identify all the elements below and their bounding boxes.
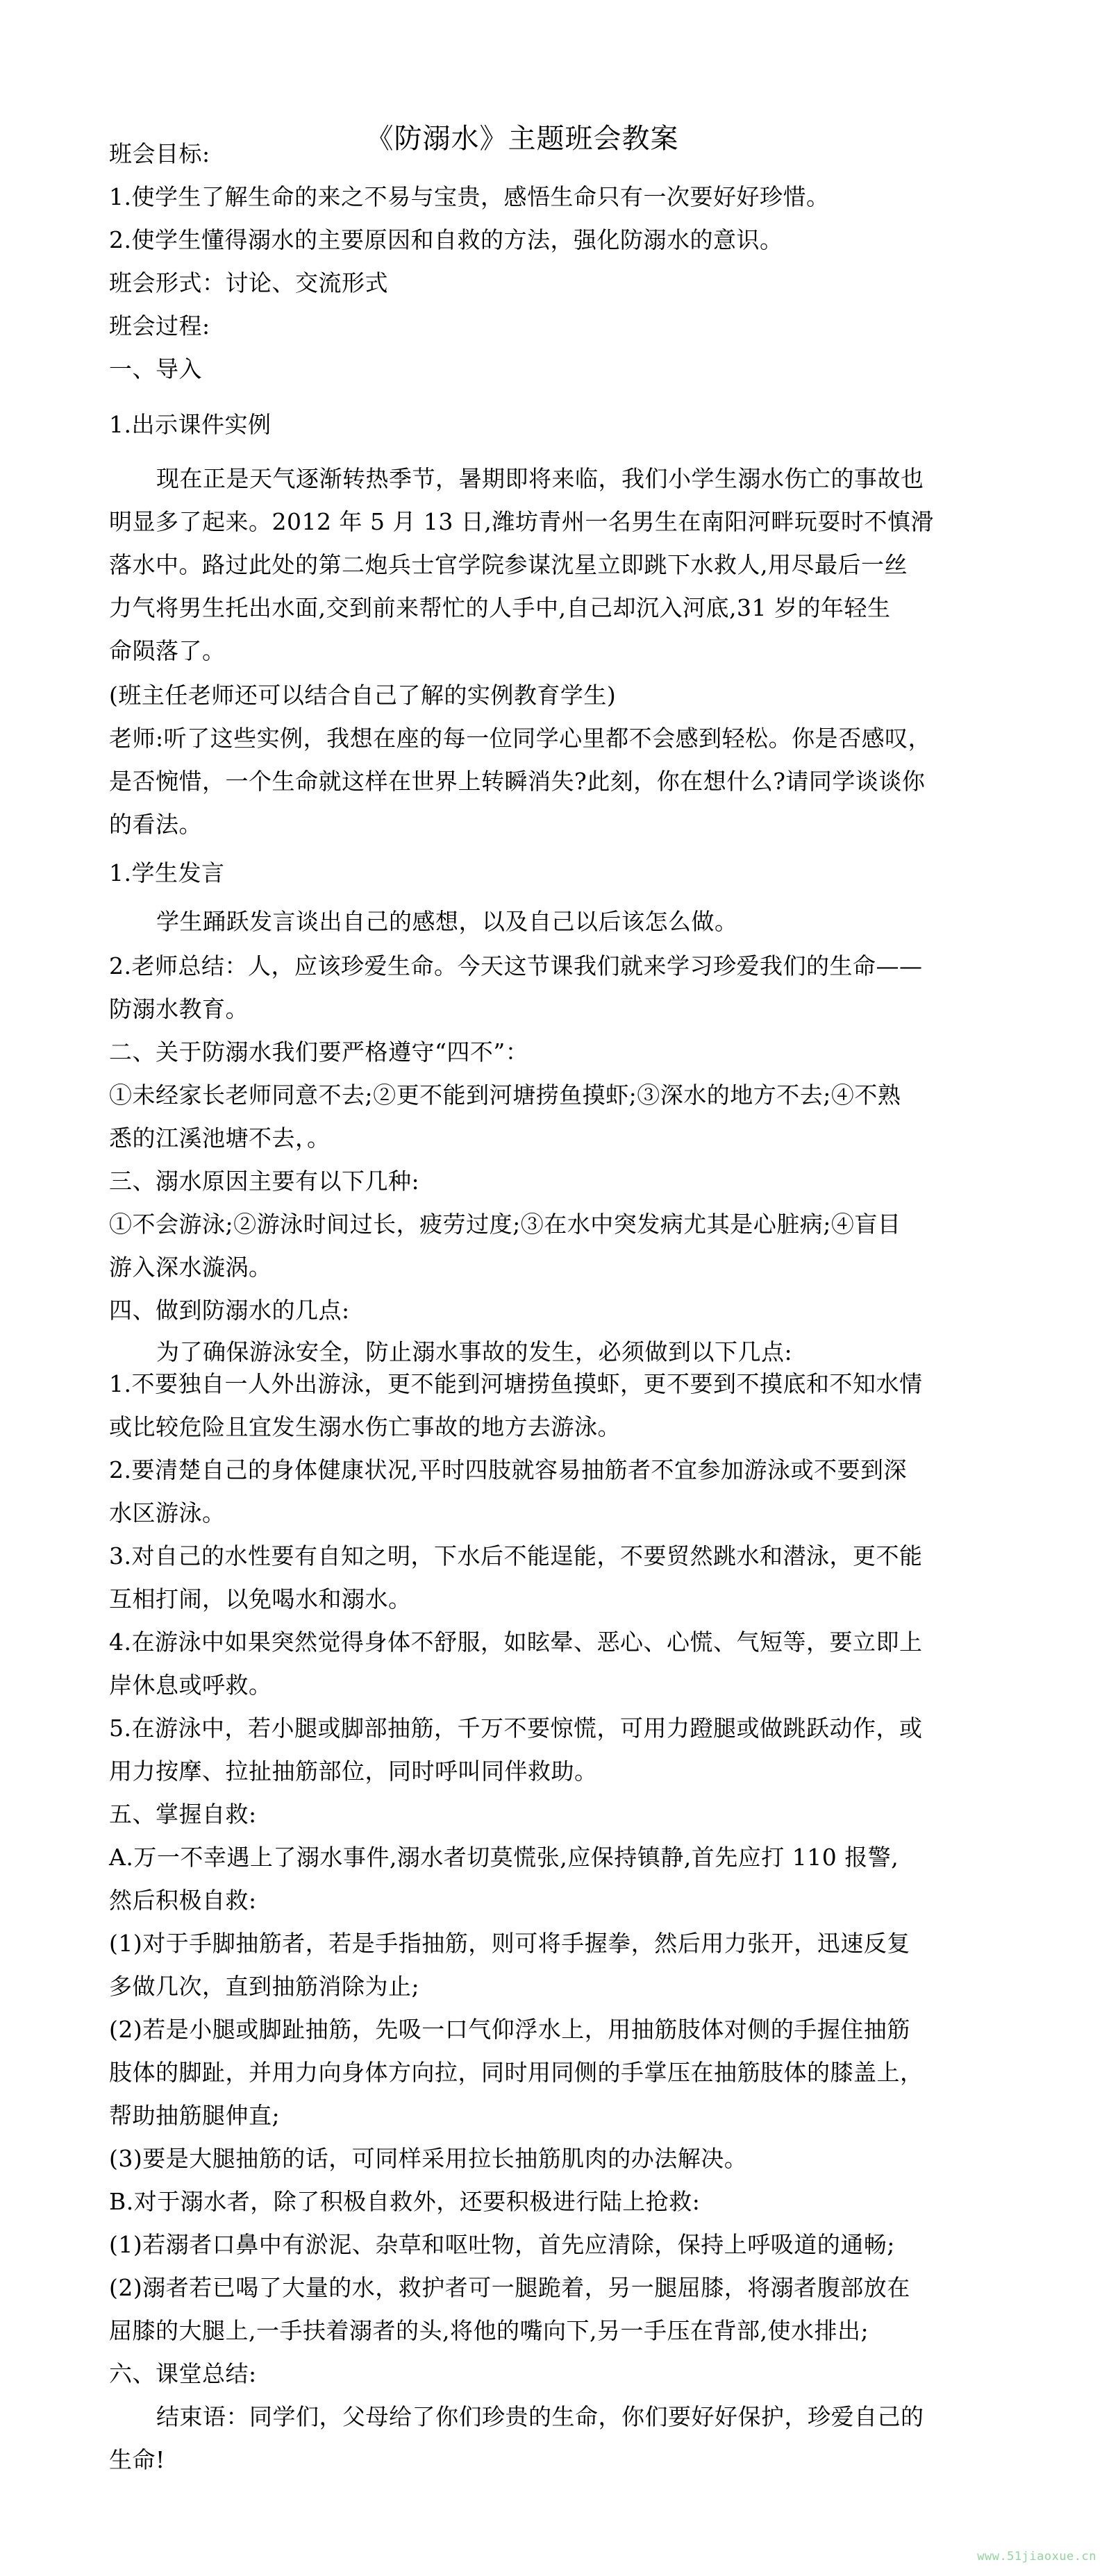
text-line: 二、关于防溺水我们要严格遵守“四不”：	[109, 1038, 529, 1066]
text-line: 三、溺水原因主要有以下几种:	[109, 1168, 420, 1195]
text-line: 或比较危险且宜发生溺水伤亡事故的地方去游泳。	[109, 1413, 621, 1440]
text-line: B.对于溺水者，除了积极自救外，还要积极进行陆上抢救:	[109, 2188, 701, 2215]
text-line: 1.使学生了解生命的来之不易与宝贵，感悟生命只有一次要好好珍惜。	[109, 183, 830, 210]
text-line: 2.要清楚自己的身体健康状况,平时四肢就容易抽筋者不宜参加游泳或不要到深	[109, 1456, 907, 1483]
watermark-text: www.51jiaoxue.cn	[977, 2550, 1096, 2564]
text-line: 然后积极自救:	[109, 1887, 257, 1914]
text-line: 明显多了起来。2012 年 5 月 13 日,潍坊青州一名男生在南阳河畔玩耍时不慎滑	[109, 508, 934, 535]
text-line: (1)若溺者口鼻中有淤泥、杂草和呕吐物，首先应清除，保持上呼吸道的通畅;	[109, 2231, 895, 2258]
text-line: 为了确保游泳安全，防止溺水事故的发生，必须做到以下几点:	[156, 1338, 793, 1365]
text-line: 屈膝的大腿上,一手扶着溺者的头,将他的嘴向下,另一手压在背部,使水排出;	[109, 2317, 869, 2344]
text-line: 是否惋惜，一个生命就这样在世界上转瞬消失?此刻，你在想什么?请同学谈谈你	[109, 768, 926, 795]
text-line: 1.不要独自一人外出游泳，更不能到河塘捞鱼摸虾，更不要到不摸底和不知水情	[109, 1370, 923, 1397]
text-line: 的看法。	[109, 811, 202, 838]
text-line: 4.在游泳中如果突然觉得身体不舒服，如眩晕、恶心、心慌、气短等，要立即上	[109, 1628, 923, 1656]
text-line: 游入深水漩涡。	[109, 1254, 272, 1281]
text-line: 班会过程:	[109, 312, 210, 339]
text-line: 老师:听了这些实例，我想在座的每一位同学心里都不会感到轻松。你是否感叹，	[109, 725, 932, 752]
text-line: 3.对自己的水性要有自知之明，下水后不能逞能，不要贸然跳水和潜泳，更不能	[109, 1542, 923, 1569]
text-line: 多做几次，直到抽筋消除为止;	[109, 1973, 420, 2000]
text-line: 一、导入	[109, 355, 202, 382]
text-line: ①未经家长老师同意不去;②更不能到河塘捞鱼摸虾;③深水的地方不去;④不熟	[109, 1081, 901, 1109]
text-line: 1.出示课件实例	[109, 411, 272, 438]
text-line: ①不会游泳;②游泳时间过长，疲劳过度;③在水中突发病尤其是心脏病;④盲目	[109, 1211, 901, 1238]
text-line: (1)对于手脚抽筋者，若是手指抽筋，则可将手握拳，然后用力张开，迅速反复	[109, 1930, 910, 1957]
text-line: 班会目标:	[109, 140, 210, 167]
text-line: 防溺水教育。	[109, 995, 249, 1022]
text-line: 帮助抽筋腿伸直;	[109, 2102, 281, 2129]
text-line: 岸休息或呼救。	[109, 1672, 272, 1699]
text-line: 5.在游泳中，若小腿或脚部抽筋，千万不要惊慌，可用力蹬腿或做跳跃动作，或	[109, 1715, 923, 1742]
text-line: 2.使学生懂得溺水的主要原因和自救的方法，强化防溺水的意识。	[109, 226, 783, 253]
text-line: 学生踊跃发言谈出自己的感想，以及自己以后该怎么做。	[156, 908, 738, 935]
text-line: 现在正是天气逐渐转热季节，暑期即将来临，我们小学生溺水伤亡的事故也	[156, 465, 924, 492]
text-line: (2)溺者若已喝了大量的水，救护者可一腿跪着，另一腿屈膝，将溺者腹部放在	[109, 2274, 910, 2301]
text-line: 悉的江溪池塘不去，。	[109, 1125, 331, 1152]
text-line: 水区游泳。	[109, 1499, 226, 1526]
text-line: 肢体的脚趾，并用力向身体方向拉，同时用同侧的手掌压在抽筋肢体的膝盖上，	[109, 2059, 924, 2086]
text-line: 结束语：同学们，父母给了你们珍贵的生命，你们要好好保护，珍爱自己的	[156, 2403, 924, 2430]
text-line: A.万一不幸遇上了溺水事件,溺水者切莫慌张,应保持镇静,首先应打 110 报警,	[109, 1844, 899, 1871]
text-line: 用力按摩、拉扯抽筋部位，同时呼叫同伴救助。	[109, 1758, 598, 1785]
text-line: 1.学生发言	[109, 859, 225, 886]
text-line: (3)要是大腿抽筋的话，可同样采用拉长抽筋肌肉的办法解决。	[109, 2145, 748, 2172]
text-line: 落水中。路过此处的第二炮兵士官学院参谋沈星立即跳下水救人,用尽最后一丝	[109, 551, 908, 578]
text-line: 互相打闹，以免喝水和溺水。	[109, 1585, 412, 1613]
text-line: (班主任老师还可以结合自己了解的实例教育学生)	[109, 682, 617, 709]
text-line: 五、掌握自救:	[109, 1801, 257, 1828]
text-line: 六、课堂总结:	[109, 2360, 257, 2387]
text-line: 班会形式：讨论、交流形式	[109, 269, 388, 296]
text-line: (2)若是小腿或脚趾抽筋，先吸一口气仰浮水上，用抽筋肢体对侧的手握住抽筋	[109, 2016, 910, 2043]
text-line: 命陨落了。	[109, 637, 226, 664]
text-line: 2.老师总结：人，应该珍爱生命。今天这节课我们就来学习珍爱我们的生命——	[109, 952, 923, 979]
text-line: 四、做到防溺水的几点:	[109, 1297, 350, 1324]
document-title: 《防溺水》主题班会教案	[365, 122, 679, 155]
text-line: 力气将男生托出水面,交到前来帮忙的人手中,自己却沉入河底,31 岁的年轻生	[109, 594, 891, 621]
text-line: 生命!	[109, 2446, 165, 2473]
